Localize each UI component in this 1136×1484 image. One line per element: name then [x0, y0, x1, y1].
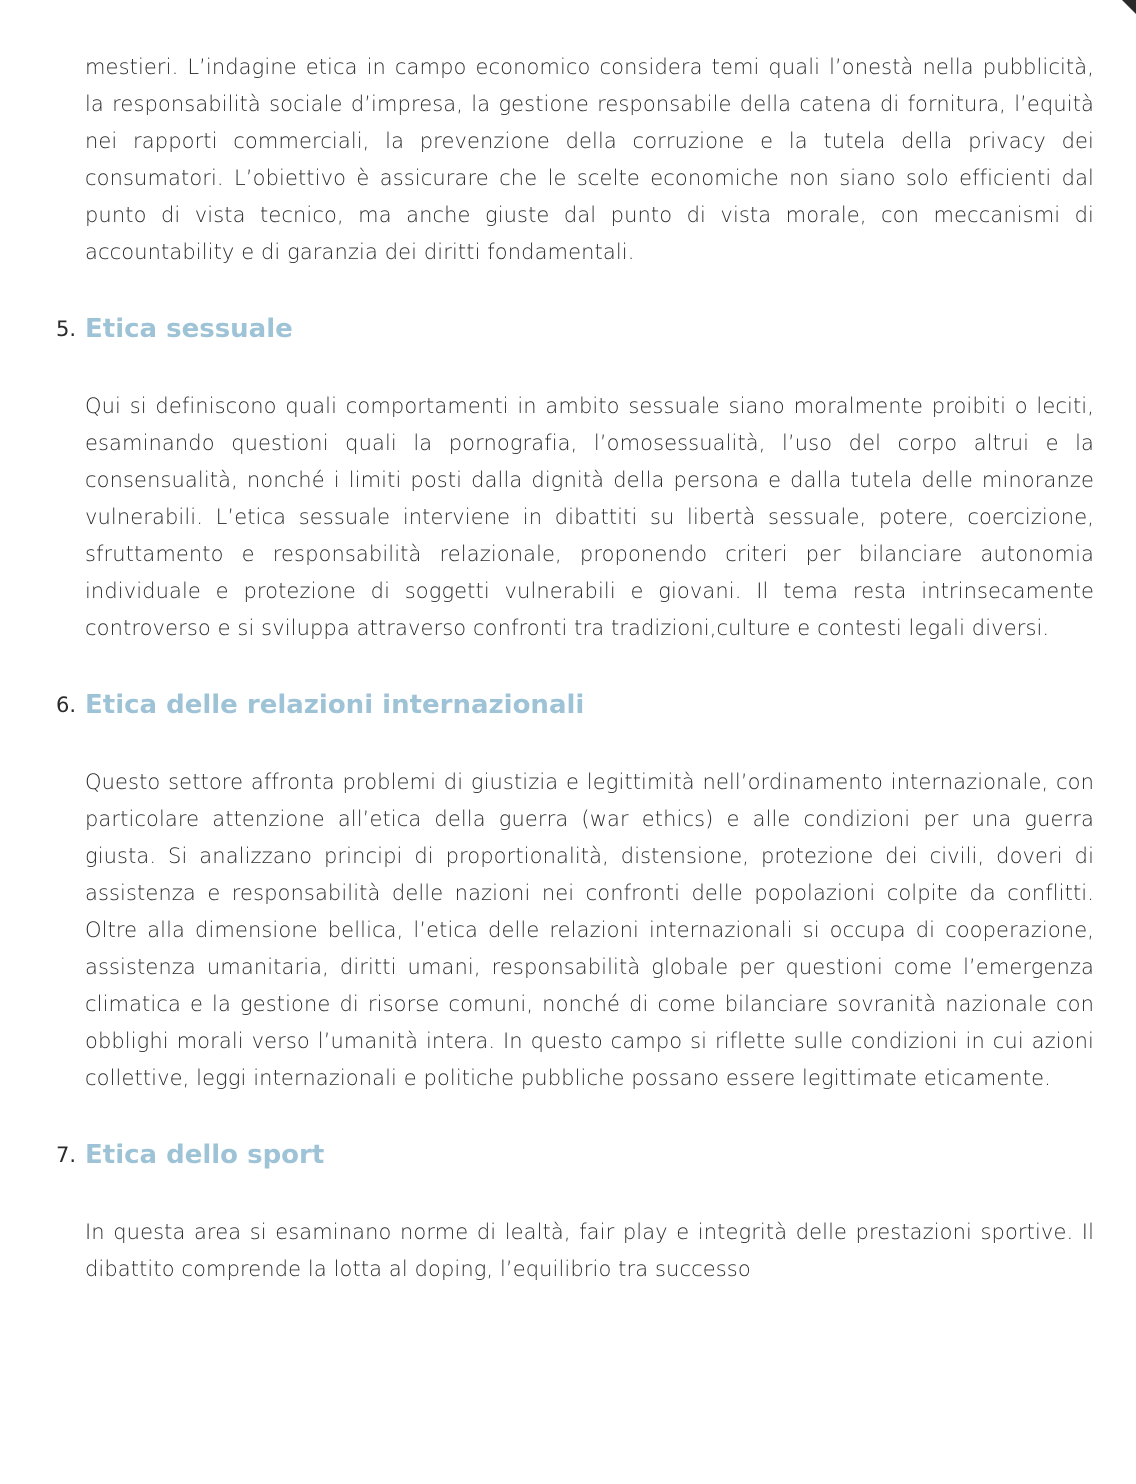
section-6-paragraph: Questo settore affronta problemi di giustizia e legittimità nell’ordinamento internazionale, con particolare attenzione all’etica della guerra (war ethics) e alle condizioni per una guerra giusta. Si analizzano principi di proportionalità, distensione, protezione dei civili, doveri di assistenza e responsabilità delle nazioni nei confronti delle popolazioni colpite da conflitti. Oltre alla dimensione bellica, l’etica delle relazioni internazionali si occupa di cooperazione, assistenza umanitaria, diritti umani, responsabilità globale per questioni come l’emergenza climatica e la gestione di risorse comuni, nonché di come bilanciare sovranità nazionale con obblighi morali verso l’umanità intera. In questo campo si riflette sulle condizioni in cui azioni collettive, leggi internazionali e politiche pubbliche possano essere legittimate eticamente.: [85, 770, 1094, 1090]
section-5-paragraph: Qui si definiscono quali comportamenti in ambito sessuale siano moralmente proibiti o leciti, esaminando questioni quali la pornografia, l’omosessualità, l’uso del corpo altrui e la consensualità, nonché i limiti posti dalla dignità della persona e dalla tutela delle minoranze vulnerabili. L’etica sessuale interviene in dibattiti su libertà sessuale, potere, coercizione, sfruttamento e responsabilità relazionale, proponendo criteri per bilanciare autonomia individuale e protezione di soggetti vulnerabili e giovani. Il tema resta intrinsecamente controverso e si sviluppa attraverso confronti tra tradizioni,culture e contesti legali diversi.: [85, 394, 1094, 640]
section-7-heading: [56, 1137, 1094, 1174]
section-6-number: 6.: [56, 693, 77, 717]
spacer: [85, 1174, 1094, 1214]
section-4-paragraph: mestieri. L’indagine etica in campo economico considera temi quali l’onestà nella pubblicità, la responsabilità sociale d’impresa, la gestione responsabile della catena di fornitura, l’equità nei rapporti commerciali, la prevenzione della corruzione e la tutela della privacy dei consumatori. L’obiettivo è assicurare che le scelte economiche non siano solo efficienti dal punto di vista tecnico, ma anche giuste dal punto di vista morale, con meccanismi di accountability e di garanzia dei diritti fondamentali.: [85, 55, 1094, 264]
section-5-number: 5.: [56, 317, 77, 341]
section-5-heading: [56, 311, 1094, 348]
spacer: [85, 647, 1094, 687]
document-body: [56, 49, 1094, 1288]
section-6-heading: [56, 687, 1094, 724]
page-corner-marker: [1122, 0, 1136, 14]
spacer: [85, 724, 1094, 764]
spacer: [85, 271, 1094, 311]
spacer: [85, 1097, 1094, 1137]
spacer: [85, 348, 1094, 388]
section-7-paragraph: In questa area si esaminano norme di lealtà, fair play e integrità delle prestazioni sportive. Il dibattito comprende la lotta al doping, l’equilibrio tra successo: [85, 1220, 1094, 1281]
section-5-title: Etica sessuale: [85, 314, 293, 344]
section-7-title: Etica dello sport: [85, 1140, 325, 1170]
section-7-number: 7.: [56, 1143, 77, 1167]
section-6-title: Etica delle relazioni internazionali: [85, 690, 585, 720]
